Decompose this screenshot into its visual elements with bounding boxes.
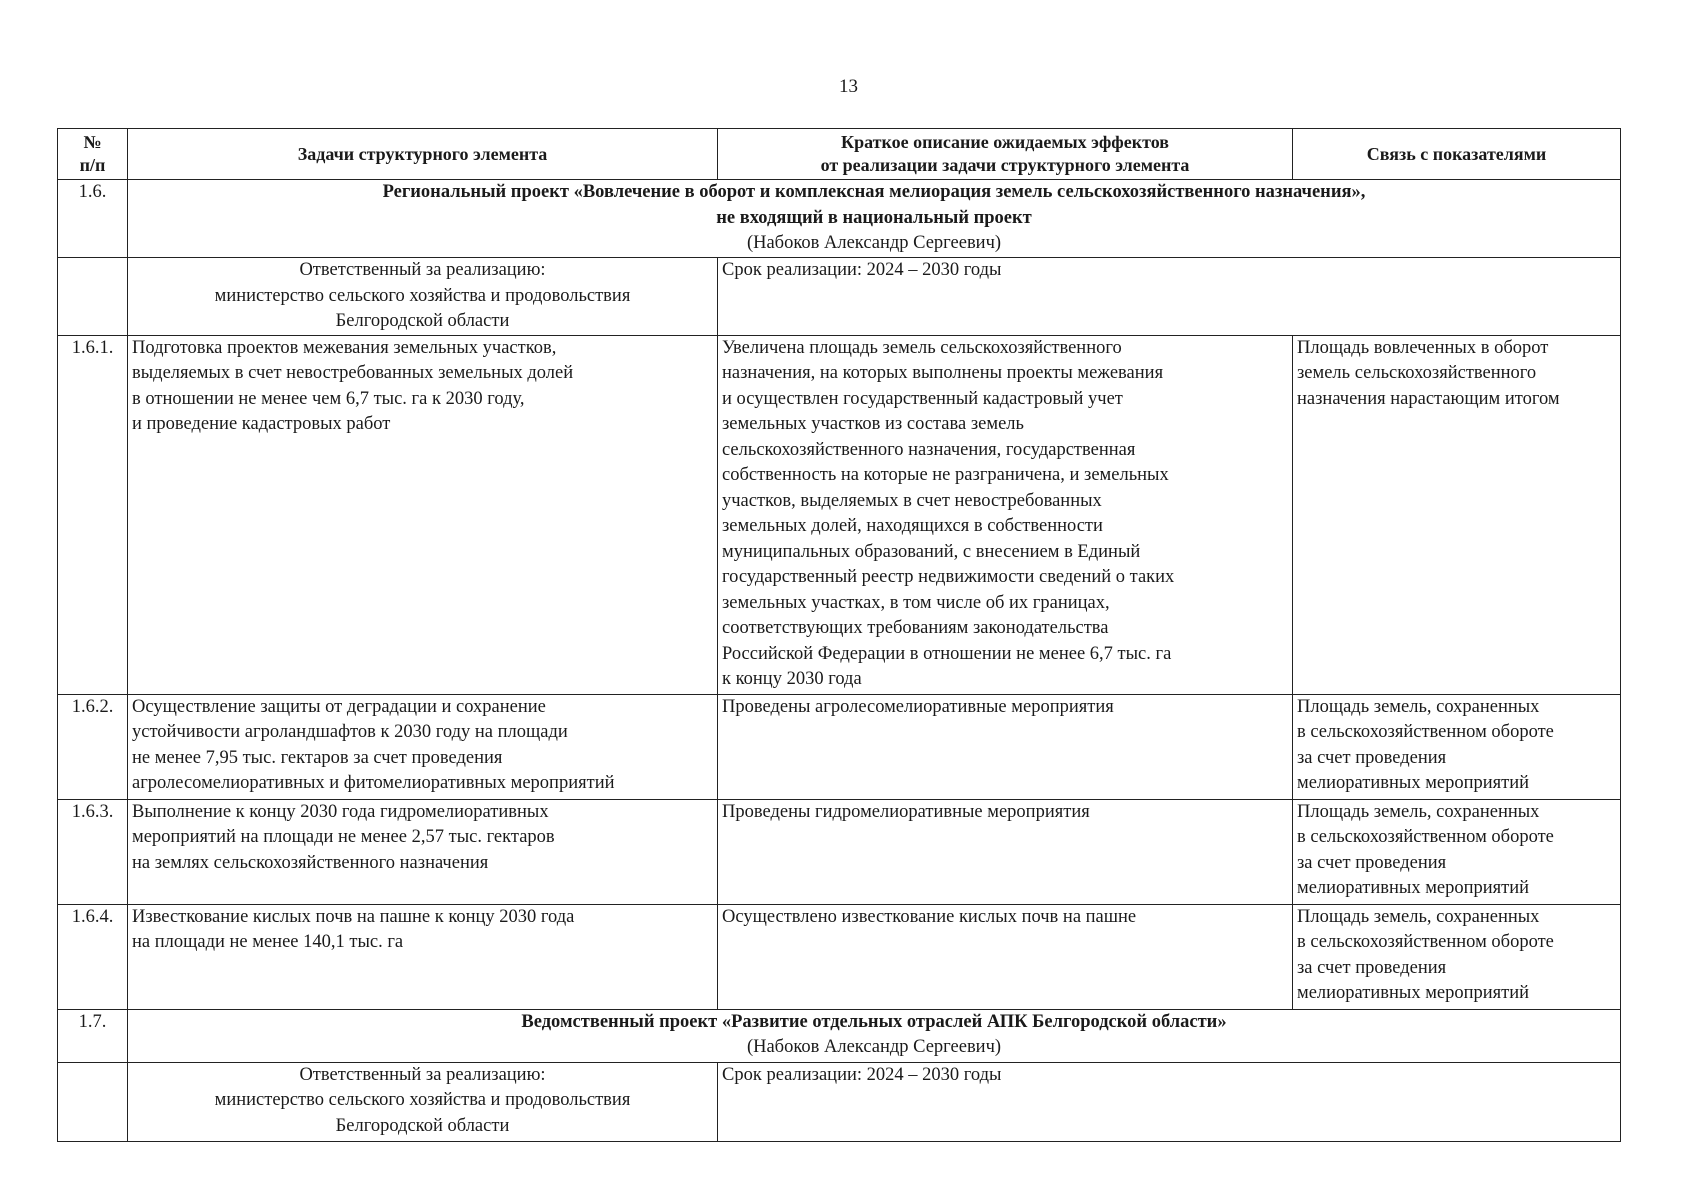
responsible-row-1-7 bbox=[58, 1062, 1621, 1141]
indicator-cell: Площадь земель, сохраненных в сельскохозяйственном обороте за счет проведения мелиоративных мероприятий bbox=[1293, 694, 1621, 799]
empty-cell bbox=[58, 1062, 128, 1141]
project-title: Региональный проект «Вовлечение в оборот и комплексная мелиорация земель сельскохозяйственного назначения», не входящий в национальный проект bbox=[382, 182, 1366, 228]
responsible-cell: Ответственный за реализацию: министерство сельского хозяйства и продовольствия Белгородской области bbox=[128, 1062, 718, 1141]
header-indicators: Связь с показателями bbox=[1293, 129, 1621, 180]
row-num: 1.6.3. bbox=[58, 799, 128, 904]
row-num: 1.6.1. bbox=[58, 335, 128, 694]
indicator-cell: Площадь вовлеченных в оборот земель сельскохозяйственного назначения нарастающим итогом bbox=[1293, 335, 1621, 694]
row-num: 1.7. bbox=[58, 1009, 128, 1062]
empty-cell bbox=[58, 258, 128, 336]
term-cell: Срок реализации: 2024 – 2030 годы bbox=[718, 258, 1621, 336]
task-cell: Выполнение к концу 2030 года гидромелиоративных мероприятий на площади не менее 2,57 тыс. гектаров на землях сельскохозяйственного назначения bbox=[128, 799, 718, 904]
term-cell: Срок реализации: 2024 – 2030 годы bbox=[718, 1062, 1621, 1141]
header-num: № п/п bbox=[58, 129, 128, 180]
indicator-cell: Площадь земель, сохраненных в сельскохозяйственном обороте за счет проведения мелиоративных мероприятий bbox=[1293, 904, 1621, 1009]
responsible-row-1-6 bbox=[58, 258, 1621, 336]
project-person: (Набоков Александр Сергеевич) bbox=[746, 233, 1002, 253]
row-num: 1.6.2. bbox=[58, 694, 128, 799]
table-header-row bbox=[58, 129, 1621, 180]
project-row-1-7 bbox=[58, 1009, 1621, 1062]
indicator-cell: Площадь земель, сохраненных в сельскохозяйственном обороте за счет проведения мелиоративных мероприятий bbox=[1293, 799, 1621, 904]
project-person: (Набоков Александр Сергеевич) bbox=[746, 1037, 1002, 1057]
structural-elements-table bbox=[57, 128, 1621, 1142]
effect-cell: Проведены агролесомелиоративные мероприятия bbox=[718, 694, 1293, 799]
page-number: 13 bbox=[839, 76, 858, 97]
responsible-cell: Ответственный за реализацию: министерство сельского хозяйства и продовольствия Белгородской области bbox=[128, 258, 718, 336]
table-row bbox=[58, 799, 1621, 904]
effect-cell: Осуществлено известкование кислых почв на пашне bbox=[718, 904, 1293, 1009]
task-cell: Подготовка проектов межевания земельных участков, выделяемых в счет невостребованных земельных долей в отношении не менее чем 6,7 тыс. га к 2030 году, и проведение кадастровых работ bbox=[128, 335, 718, 694]
effect-cell: Проведены гидромелиоративные мероприятия bbox=[718, 799, 1293, 904]
table-row bbox=[58, 694, 1621, 799]
header-tasks: Задачи структурного элемента bbox=[128, 129, 718, 180]
header-effects: Краткое описание ожидаемых эффектов от реализации задачи структурного элемента bbox=[718, 129, 1293, 180]
table-row bbox=[58, 335, 1621, 694]
task-cell: Осуществление защиты от деградации и сохранение устойчивости агроландшафтов к 2030 году на площади не менее 7,95 тыс. гектаров за счет проведения агролесомелиоративных и фитомелиоративных мероприятий bbox=[128, 694, 718, 799]
table-row bbox=[58, 904, 1621, 1009]
row-num: 1.6.4. bbox=[58, 904, 128, 1009]
project-title-cell bbox=[128, 180, 1621, 258]
effect-cell: Увеличена площадь земель сельскохозяйственного назначения, на которых выполнены проекты межевания и осуществлен государственный кадастровый учет земельных участков из состава земель сельскохозяйственного назначения, государственная собственность на которые не разграничена, и земельных участков, выделяемых в счет невостребованных земельных долей, находящихся в собственности муниципальных образований, с внесением в Единый государственный реестр недвижимости сведений о таких земельных участках, в том числе об их границах, соответствующих требованиям законодательства Российской Федерации в отношении не менее 6,7 тыс. га к концу 2030 года bbox=[718, 335, 1293, 694]
row-num: 1.6. bbox=[58, 180, 128, 258]
task-cell: Известкование кислых почв на пашне к концу 2030 года на площади не менее 140,1 тыс. га bbox=[128, 904, 718, 1009]
project-row-1-6 bbox=[58, 180, 1621, 258]
project-title-cell bbox=[128, 1009, 1621, 1062]
project-title: Ведомственный проект «Развитие отдельных отраслей АПК Белгородской области» bbox=[521, 1011, 1227, 1032]
